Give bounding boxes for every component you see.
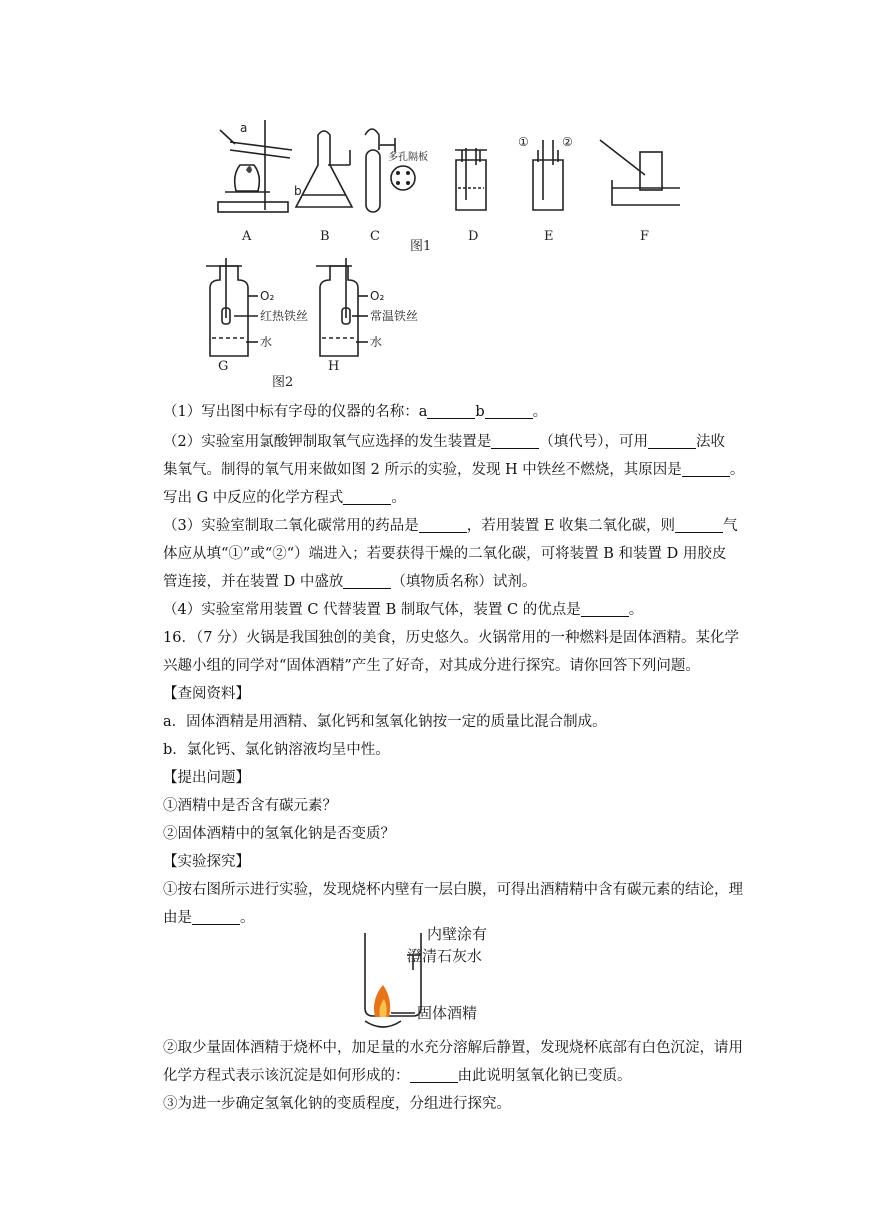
- question-4: （4）实验室常用装置 C 代替装置 B 制取气体，装置 C 的优点是 。: [163, 602, 644, 618]
- apparatus-d: [455, 148, 487, 210]
- answer-blank: [485, 404, 533, 419]
- apparatus-a: [218, 120, 292, 212]
- label-E: E: [544, 229, 554, 244]
- question-2-line-3: 写出 G 中反应的化学方程式 。: [163, 490, 406, 506]
- question-3-line-1: （3）实验室制取二氧化碳常用的药品是 ，若用装置 E 收集二氧化碳，则 气: [163, 518, 738, 534]
- label-G: G: [218, 359, 229, 374]
- answer-blank: [675, 518, 723, 533]
- label-b-mark: b: [294, 184, 302, 198]
- experiment-1-line-2: 由是 。: [163, 910, 255, 926]
- answer-blank: [581, 602, 629, 617]
- wall-coating-label-1: 内壁涂有: [427, 925, 488, 943]
- label-a-mark: a: [240, 121, 248, 135]
- label-H: H: [328, 359, 340, 374]
- experiment-2-line-1: ②取少量固体酒精于烧杯中，加足量的水充分溶解后静置，发现烧杯底部有白色沉淀，请用: [163, 1040, 743, 1056]
- wall-coating-label-2: 澄清石灰水: [407, 947, 483, 965]
- section-reference-heading: 【查阅资料】: [163, 686, 250, 702]
- label-B: B: [320, 229, 330, 244]
- question-item-1: ①酒精中是否含有碳元素？: [163, 798, 337, 814]
- question-item-2: ②固体酒精中的氢氧化钠是否变质？: [163, 826, 395, 842]
- bottle-g: [206, 258, 258, 356]
- figure-1-caption: 图1: [410, 239, 432, 254]
- question-2-line-2: 集氧气。制得的氧气用来做如图 2 所示的实验，发现 H 中铁丝不燃烧，其原因是 。: [163, 462, 745, 478]
- question-16-line-2: 兴趣小组的同学对“固体酒精”产生了好奇，对其成分进行探究。请你回答下列问题。: [163, 658, 700, 674]
- inverted-beaker: [365, 933, 421, 1016]
- label-C: C: [370, 229, 380, 244]
- figure-3-beaker-flame: [355, 925, 530, 1040]
- solid-alcohol-label: 固体酒精: [417, 1004, 478, 1022]
- answer-blank: [682, 462, 730, 477]
- figure-2-iron-wire: [198, 258, 458, 393]
- section-question-heading: 【提出问题】: [163, 770, 250, 786]
- answer-blank: [343, 490, 391, 505]
- experiment-2-line-2: 化学方程式表示该沉淀是如何形成的： 由此说明氢氧化钠已变质。: [163, 1068, 632, 1084]
- figure-1-labels: [241, 229, 649, 254]
- h-wire-label: 常温铁丝: [370, 309, 419, 323]
- experiment-1-line-1: ①按右图所示进行实验，发现烧杯内壁有一层白膜，可得出酒精精中含有碳元素的结论，理: [163, 882, 743, 898]
- question-3-line-2: 体应从填“①”或“②“）端进入；若要获得干燥的二氧化碳，可将装置 B 和装置 D 用胶皮: [163, 546, 727, 562]
- fuel-dish: [365, 1021, 401, 1027]
- g-wire-label: 红热铁丝: [260, 309, 309, 323]
- question-1: （1）写出图中标有字母的仪器的名称：a b 。: [163, 404, 548, 420]
- reference-a: a．固体酒精是用酒精、氯化钙和氢氧化钠按一定的质量比混合制成。: [163, 714, 607, 730]
- g-water-label: 水: [260, 335, 273, 349]
- answer-blank: [343, 574, 391, 589]
- apparatus-f: [600, 140, 680, 205]
- figure-1-apparatus: [200, 110, 680, 260]
- question-16-line-1: 16．（7 分）火锅是我国独创的美食，历史悠久。火锅常用的一种燃料是固体酒精。某化学: [163, 630, 740, 646]
- h-gas-label: O₂: [370, 289, 385, 303]
- apparatus-e: [533, 140, 563, 210]
- section-experiment-heading: 【实验探究】: [163, 854, 250, 870]
- experiment-3: ③为进一步确定氢氧化钠的变质程度，分组进行探究。: [163, 1096, 511, 1112]
- label-F: F: [640, 229, 650, 244]
- h-water-label: 水: [370, 335, 383, 349]
- answer-blank: [192, 910, 240, 925]
- apparatus-c: [365, 129, 415, 212]
- answer-blank: [410, 1068, 458, 1083]
- answer-blank: [491, 434, 539, 449]
- port-2-label: ②: [562, 135, 573, 149]
- label-A: A: [242, 229, 252, 244]
- reference-b: b．氯化钙、氯化钠溶液均呈中性。: [163, 742, 390, 758]
- g-gas-label: O₂: [260, 289, 275, 303]
- apparatus-b: [296, 131, 352, 207]
- answer-blank: [419, 518, 467, 533]
- bottle-h: [316, 258, 368, 356]
- porous-plate-label: 多孔隔板: [388, 152, 428, 163]
- answer-blank: [427, 404, 475, 419]
- question-3-line-3: 管连接，并在装置 D 中盛放 （填物质名称）试剂。: [163, 574, 537, 590]
- port-1-label: ①: [518, 135, 529, 149]
- answer-blank: [648, 434, 696, 449]
- label-D: D: [468, 229, 479, 244]
- question-2-line-1: （2）实验室用氯酸钾制取氧气应选择的发生装置是 （填代号），可用 法收: [163, 434, 725, 450]
- figure-2-caption: 图2: [272, 375, 294, 390]
